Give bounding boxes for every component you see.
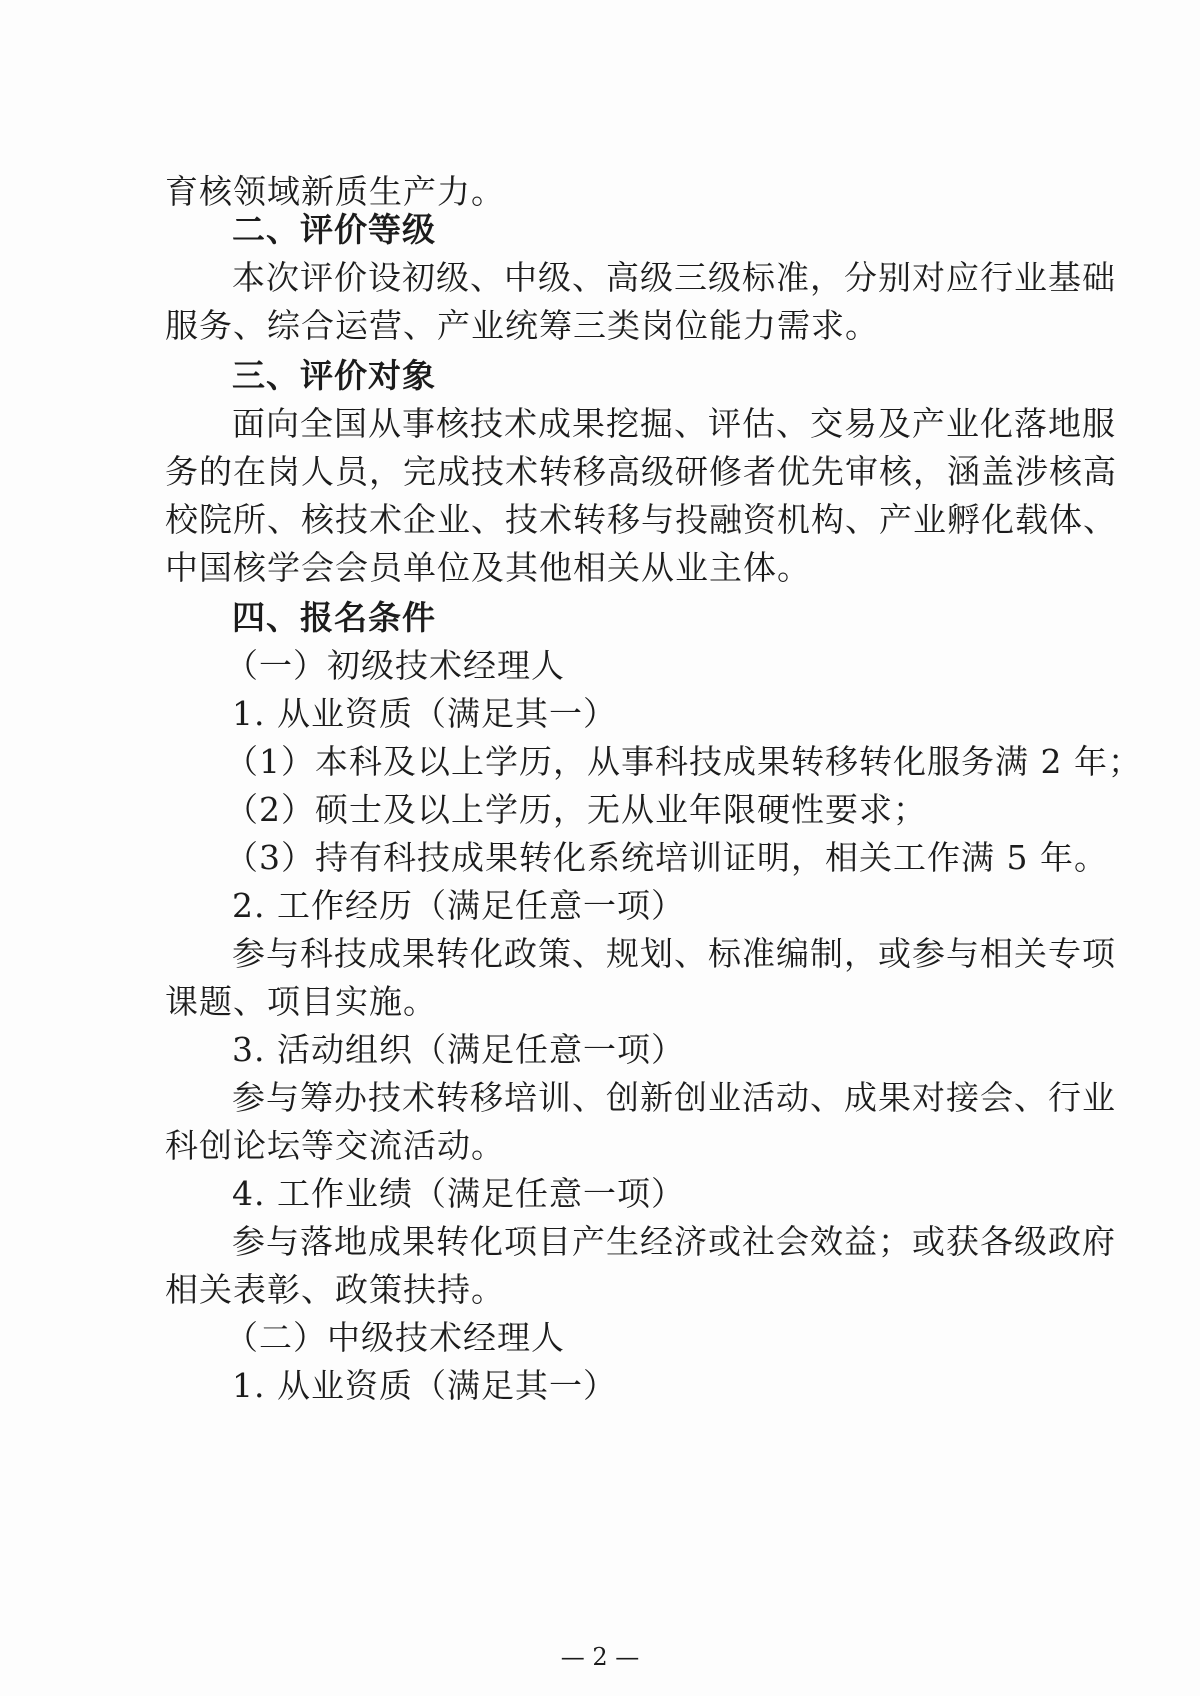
section-heading: 二、评价等级 [232, 210, 436, 249]
list-item: （2）硕士及以上学历，无从业年限硬性要求； [225, 790, 927, 829]
body-text: 校院所、核技术企业、技术转移与投融资机构、产业孵化载体、 [165, 500, 1117, 539]
body-text: 育核领域新质生产力。 [165, 172, 505, 211]
item-heading: 1. 从业资质（满足其一） [232, 1366, 617, 1405]
body-text: 课题、项目实施。 [165, 982, 437, 1021]
body-text: 服务、综合运营、产业统筹三类岗位能力需求。 [165, 306, 879, 345]
item-heading: 3. 活动组织（满足任意一项） [232, 1030, 685, 1069]
page-number: — 2 — [560, 1643, 640, 1671]
subsection-heading: （二）中级技术经理人 [225, 1318, 565, 1357]
body-text: 务的在岗人员，完成技术转移高级研修者优先审核，涵盖涉核高 [165, 452, 1117, 491]
body-text: 参与筹办技术转移培训、创新创业活动、成果对接会、行业 [232, 1078, 1116, 1117]
item-heading: 1. 从业资质（满足其一） [232, 694, 617, 733]
body-text: 中国核学会会员单位及其他相关从业主体。 [165, 548, 811, 587]
section-heading: 三、评价对象 [232, 356, 436, 395]
list-item: （1）本科及以上学历，从事科技成果转移转化服务满 2 年； [225, 742, 1142, 781]
body-text: 本次评价设初级、中级、高级三级标准，分别对应行业基础 [232, 258, 1116, 297]
body-text: 参与科技成果转化政策、规划、标准编制，或参与相关专项 [232, 934, 1116, 973]
list-item: （3）持有科技成果转化系统培训证明，相关工作满 5 年。 [225, 838, 1108, 877]
item-heading: 2. 工作经历（满足任意一项） [232, 886, 685, 925]
subsection-heading: （一）初级技术经理人 [225, 646, 565, 685]
body-text: 面向全国从事核技术成果挖掘、评估、交易及产业化落地服 [232, 404, 1116, 443]
item-heading: 4. 工作业绩（满足任意一项） [232, 1174, 685, 1213]
body-text: 相关表彰、政策扶持。 [165, 1270, 505, 1309]
body-text: 参与落地成果转化项目产生经济或社会效益；或获各级政府 [232, 1222, 1116, 1261]
section-heading: 四、报名条件 [232, 598, 436, 637]
body-text: 科创论坛等交流活动。 [165, 1126, 505, 1165]
